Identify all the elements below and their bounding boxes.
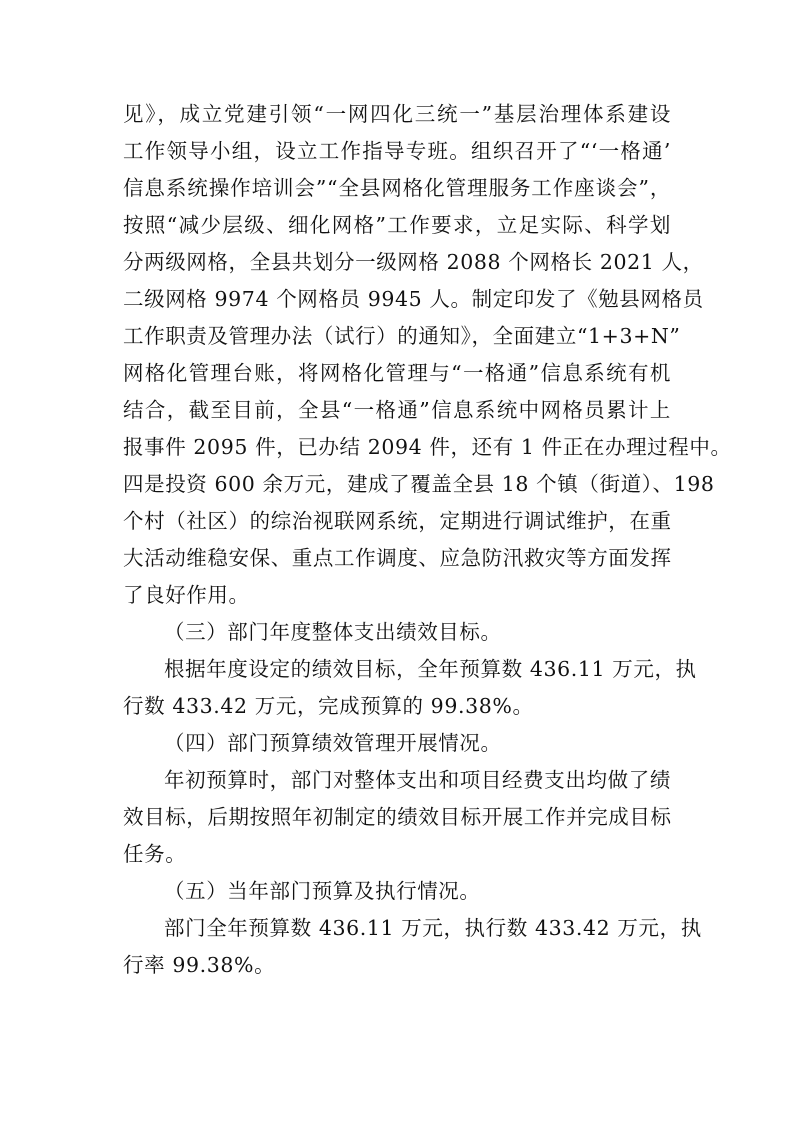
- body-text-line: 部门全年预算数 436.11 万元，执行数 433.42 万元，执: [164, 916, 702, 940]
- section-heading-5: （五）当年部门预算及执行情况。: [164, 879, 481, 903]
- body-text-line: 报事件 2095 件，已办结 2094 件，还有 1 件正在办理过程中。: [123, 435, 732, 459]
- body-text-line: 按照“减少层级、细化网格”工作要求，立足实际、科学划: [123, 213, 671, 237]
- body-text-line: 大活动维稳安保、重点工作调度、应急防汛救灾等方面发挥: [123, 546, 672, 570]
- body-text-line: 年初预算时，部门对整体支出和项目经费支出均做了绩: [164, 768, 671, 792]
- body-text-line: 二级网格 9974 个网格员 9945 人。制定印发了《勉县网格员: [123, 287, 704, 311]
- section-heading-3: （三）部门年度整体支出绩效目标。: [164, 620, 502, 644]
- section-heading-4: （四）部门预算绩效管理开展情况。: [164, 731, 502, 755]
- document-page: [123, 96, 732, 984]
- body-text-line: 见》，成立党建引领“一网四化三统一”基层治理体系建设: [123, 102, 671, 126]
- body-text-line: 根据年度设定的绩效目标，全年预算数 436.11 万元，执: [164, 657, 697, 681]
- body-text-line: 四是投资 600 余万元，建成了覆盖全县 18 个镇（街道）、198: [123, 472, 715, 496]
- body-text-line: 行数 433.42 万元，完成预算的 99.38%。: [123, 694, 534, 718]
- body-text-line: 了良好作用。: [123, 583, 250, 607]
- body-text-line: 工作职责及管理办法（试行）的通知》，全面建立“1+3+N”: [123, 324, 681, 348]
- body-text-line: 网格化管理台账，将网格化管理与“一格通”信息系统有机: [123, 361, 671, 385]
- body-text-line: 结合，截至目前，全县“一格通”信息系统中网格员累计上: [123, 398, 671, 422]
- body-text-line: 个村（社区）的综治视联网系统，定期进行调试维护，在重: [123, 509, 672, 533]
- body-text-line: 分两级网格，全县共划分一级网格 2088 个网格长 2021 人，: [123, 250, 704, 274]
- body-text-line: 工作领导小组，设立工作指导专班。组织召开了“‘一格通’: [123, 139, 671, 163]
- body-text-line: 行率 99.38%。: [123, 953, 276, 977]
- body-text-line: 任务。: [123, 842, 187, 866]
- body-text-line: 信息系统操作培训会”“全县网格化管理服务工作座谈会”，: [123, 176, 671, 200]
- body-text-line: 效目标，后期按照年初制定的绩效目标开展工作并完成目标: [123, 805, 672, 829]
